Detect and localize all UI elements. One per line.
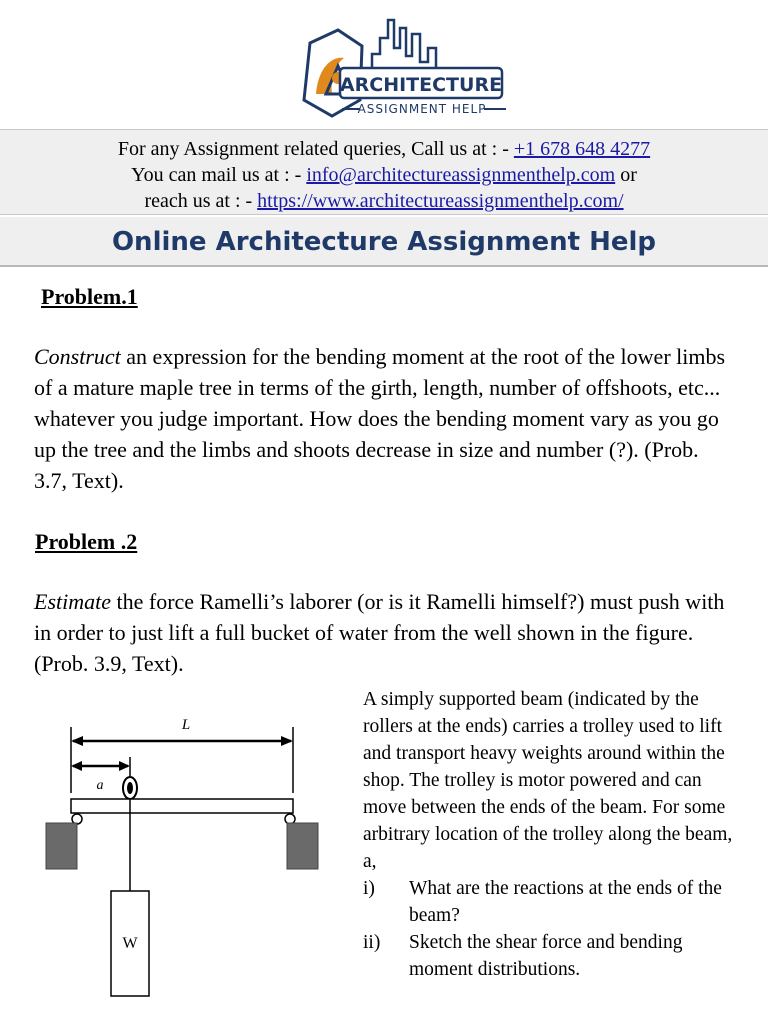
problem-2-heading: Problem .2 — [35, 529, 138, 554]
page-title: Online Architecture Assignment Help — [0, 217, 768, 267]
contact-line-website — [0, 188, 768, 214]
logo-subtitle: ASSIGNMENT HELP — [357, 102, 487, 116]
question-text: What are the reactions at the ends of the beam? — [409, 878, 722, 926]
beam-description — [363, 686, 743, 983]
problem-1-body: an expression for the bending moment at the root of the lower limbs of a mature maple tree in terms of the girth, length, number of offshoots, etc... whatever you judge important. How does the bending moment vary as you go up the tree and the limbs and shoots decrease in size and number (?). (Prob. 3.7, Text). — [34, 344, 726, 493]
architecture-logo — [276, 8, 516, 126]
contact-line-email — [0, 162, 768, 188]
email-suffix: or — [615, 164, 637, 186]
phone-prefix: For any Assignment related queries, Call us at : - — [117, 138, 514, 160]
email-prefix: You can mail us at : - — [131, 164, 307, 186]
problem-1-text — [34, 341, 734, 496]
problem-2-text — [34, 586, 734, 679]
problem-2-lead: Estimate — [34, 589, 111, 614]
figure-label-W: W — [122, 935, 138, 952]
question-number: ii) — [363, 932, 381, 953]
beam-description-text: A simply supported beam (indicated by the rollers at the ends) carries a trolley used to lift and transport heavy weights around within the shop. The trolley is motor powered and can move between the ends of the beam. For some arbitrary location of the trolley along the beam, a, — [363, 689, 733, 872]
question-item — [363, 875, 743, 929]
contact-line-phone — [0, 136, 768, 162]
problem-1-lead: Construct — [34, 344, 121, 369]
website-link[interactable]: https://www.architectureassignmenthelp.com/ — [257, 190, 624, 212]
contact-info — [0, 129, 768, 215]
figure-label-a: a — [96, 778, 104, 793]
question-number: i) — [363, 878, 375, 899]
beam-figure — [40, 705, 330, 1005]
problem-1-heading: Problem.1 — [41, 284, 138, 309]
figure-label-L: L — [181, 717, 191, 733]
website-prefix: reach us at : - — [144, 190, 258, 212]
phone-link[interactable]: +1 678 648 4277 — [513, 138, 651, 160]
question-text: Sketch the shear force and bending moment distributions. — [409, 932, 683, 980]
email-link[interactable]: info@architectureassignmenthelp.com — [306, 164, 616, 186]
question-item — [363, 929, 743, 983]
logo-title: ARCHITECTURE — [339, 74, 503, 96]
problem-2-body: the force Ramelli’s laborer (or is it Ramelli himself?) must push with in order to just lift a full bucket of water from the well shown in the figure. (Prob. 3.9, Text). — [34, 589, 725, 676]
